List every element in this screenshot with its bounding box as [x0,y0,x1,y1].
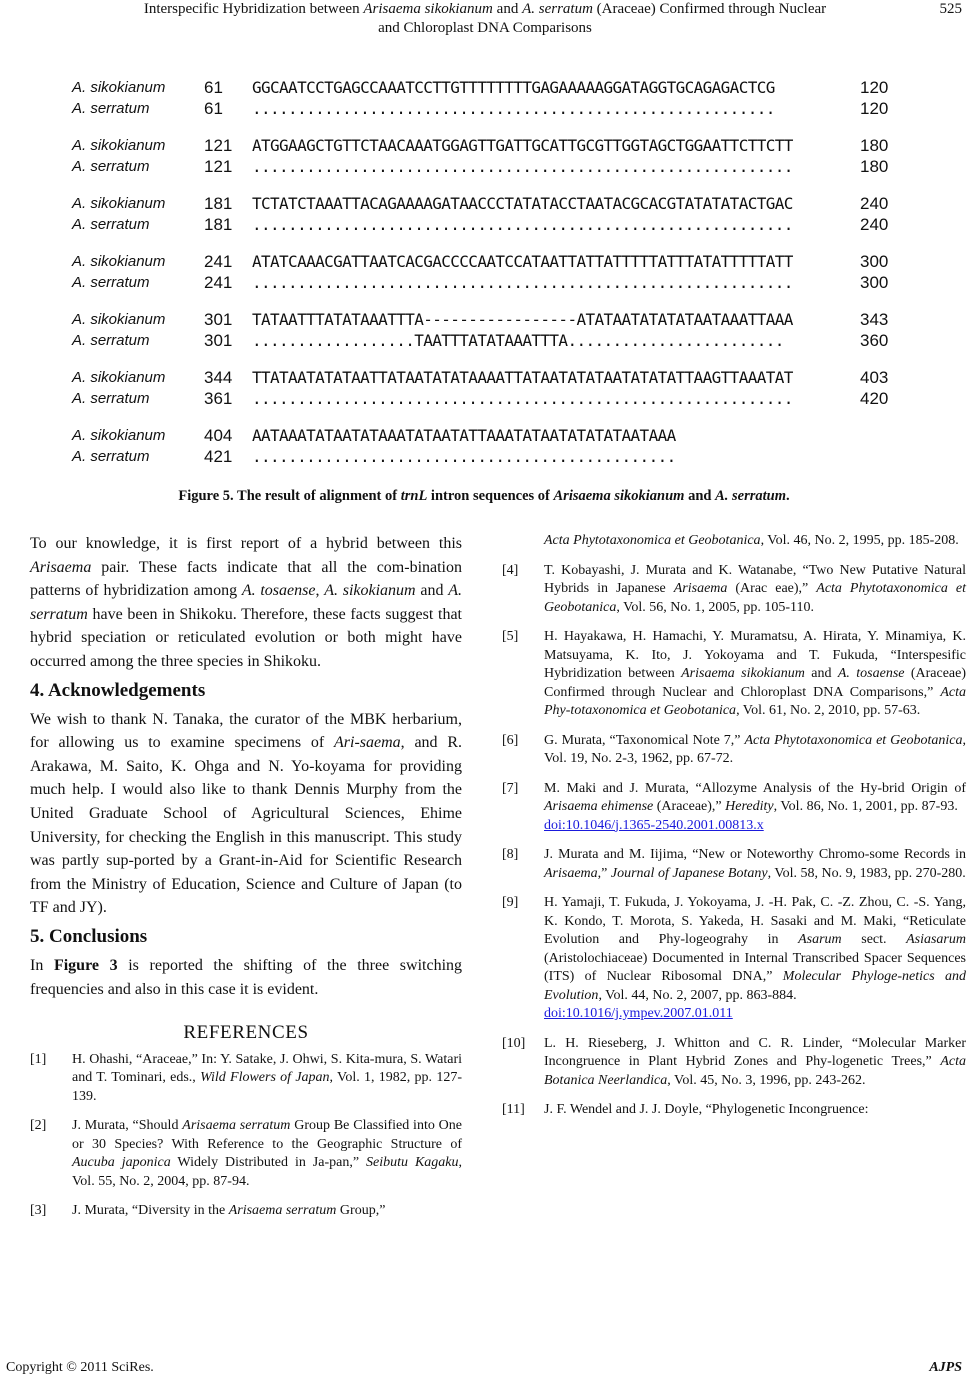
text-run: , and R. Arakawa, M. Saito, K. Ohga and N. Yo-koyama for providing much help. I would also like to thank Dennis Murphy from the United Graduate School of Agricultural Sciences, Ehime University, for checking the English in this manuscript. This study was partly sup-ported by a Grant-in-Aid for Scientific Research from the Ministry of Education, Science and Culture of Japan (to TF and JY). [30,734,462,917]
reference-item [502,894,966,1024]
text-run: J. Murata, “Diversity in the [72,1203,229,1219]
figure-reference-link[interactable]: Figure 3 [53,956,118,974]
sequence-end-position: 120 [860,78,889,97]
alignment-figure [0,78,968,478]
reference-number: [1] [30,1051,47,1067]
alignment-row [0,99,968,119]
sequence-start-position: 121 [204,157,233,176]
sequence-text: TATAATTTATATAAATTTA-----------------ATATAATATATATAATAAATTAAA [252,310,793,329]
italic-run: Arisaema ehimense [544,799,654,814]
italic-run: Asiasarum [906,932,966,947]
species-label: A. sikokianum [72,137,166,154]
text-run: M. Maki and J. Murata, “Allozyme Analysis of the Hy-brid Origin of [544,780,966,796]
acknowledgements-heading: 4. Acknowledgements [30,679,206,701]
sequence-end-position: 180 [860,136,889,155]
sequence-end-position: 360 [860,331,889,350]
sequence-text: ..................TAATTTATATAAATTTA........................ [252,331,784,350]
text-run: (Araceae),” [653,799,726,814]
species-label: A. serratum [72,158,150,175]
species-label: A. serratum [72,448,150,465]
sequence-start-position: 404 [204,426,233,445]
page-footer [6,1360,962,1380]
sequence-text: TCTATCTAAATTACAGAAAAGATAACCCTATATACCTAATACGCACGTATATATACTGAC [252,194,793,213]
running-title-text: Interspecific Hybridization between [143,1,364,17]
italic-run: Wild Flowers of Japan [200,1070,330,1086]
running-title-species-2: A. serratum [522,1,593,17]
caption-text: intron sequences of [427,488,554,504]
text-run: J. Murata, “Should [72,1118,183,1134]
text-run: , Vol. 45, No. 3, 1996, pp. 243-262. [667,1072,866,1088]
italic-run: Arisaema serratum [228,1203,337,1219]
reference-number: [5] [502,629,519,644]
text-run: Group Be Classified into One or 30 Species? With Reference to the Geographic Structure of [72,1118,463,1152]
italic-run: Heredity [725,799,774,814]
sequence-text: TTATAATATATAATTATAATATATAAAATTATAATATATAATATATATTAAGTTAAATAT [252,368,793,387]
caption-species-1: Arisaema sikokianum [553,488,685,504]
italic-run: Arisaema [30,558,92,576]
text-run: , Vol. 1, 1982, pp. 127-139. [72,1070,462,1104]
alignment-row [0,215,968,235]
caption-gene: trnL [400,488,428,504]
caption-text: . [786,488,790,504]
alignment-row [0,273,968,293]
italic-run: Acta Phytotaxonomica et Geobotanica [744,732,963,748]
reference-number: [3] [30,1203,47,1219]
italic-run: Arisaema sikokianum [681,666,805,681]
text-run: and [415,582,449,600]
intro-paragraph [30,532,462,674]
sequence-start-position: 301 [204,331,233,350]
reference-number: [10] [502,1035,526,1051]
italic-run: Arisaema [673,581,728,596]
journal-abbrev: AJPS [929,1360,962,1375]
species-label: A. serratum [72,274,150,291]
running-head [0,0,968,44]
caption-text: Figure 5. The result of alignment of [178,488,401,504]
italic-run: Acta Botanica Neerlandica [544,1054,966,1088]
text-run: have been in Shikoku. Therefore, these facts suggest that hybrid speciation or reticulated evolution or both might have occurred among the three species in Shikoku. [30,605,462,670]
reference-item [502,628,966,721]
sequence-end-position: 403 [860,368,889,387]
sequence-text: ............................................................ [252,389,793,408]
species-label: A. sikokianum [72,427,166,444]
alignment-row [0,368,968,388]
running-title [70,0,900,38]
species-label: A. serratum [72,390,150,407]
text-run: is reported the shifting of the three switching frequencies and also in this case it is evident. [30,956,463,998]
alignment-row [0,331,968,351]
sequence-text: .......................................................... [252,99,775,118]
text-run: J. Murata and M. Iijima, “New or Noteworthy Chromo-some Records in [544,847,966,862]
italic-run: Journal of Japanese Botany [610,865,768,881]
text-run: H. Hayakawa, H. Hamachi, Y. Muramatsu, A. Hirata, Y. Minamiya, K. Matsuyama, K. Ito, J. Yokoyama and T. Fukuda, “Interspesific Hybridization between [544,629,966,681]
alignment-block [0,136,968,178]
conclusions-paragraph [30,954,462,1001]
running-title-species-1: Arisaema sikokianum [363,1,493,17]
sequence-end-position: 180 [860,157,889,176]
alignment-row [0,389,968,409]
reference-number: [2] [30,1118,47,1134]
text-run: , Vol. 19, No. 2-3, 1962, pp. 67-72. [544,732,966,766]
text-run: , Vol. 46, No. 2, 1995, pp. 185-208. [760,533,959,548]
alignment-row [0,78,968,98]
text-run: (Araceae) Confirmed through Nuclear and Chloroplast DNA Comparisons,” [544,666,967,700]
sequence-text: ............................................................ [252,215,793,234]
alignment-row [0,447,968,467]
reference-item [502,1035,966,1091]
text-run: Widely Distributed in Ja-pan,” [170,1155,367,1171]
acknowledgements-paragraph [30,708,462,920]
text-run: J. F. Wendel and J. J. Doyle, “Phylogenetic Incongruence: [544,1102,869,1117]
alignment-row [0,157,968,177]
reference-number: [4] [502,562,519,578]
caption-text: and [684,488,716,504]
sequence-text: GGCAATCCTGAGCCAAATCCTTGTTTTTTTTGAGAAAAAGGATAGGTGCAGAGACTCG [252,78,775,97]
sequence-start-position: 121 [204,136,233,155]
text-run: (Aristolochiaceae) Documented in Internal Transcribed Spacer Sequences (ITS) of Nuclear Ribosomal DNA,” [544,950,966,984]
italic-run: A. sikokianum [324,582,416,600]
sequence-text: ATATCAAACGATTAATCACGACCCCAATCCATAATTATTATTTTTATTTATATTTTTATT [252,252,793,271]
sequence-end-position: 420 [860,389,889,408]
sequence-start-position: 361 [204,389,233,408]
sequence-start-position: 241 [204,273,233,292]
running-title-text: (Araceae) Confirmed through Nuclear [592,1,827,17]
text-run: , Vol. 61, No. 2, 2010, pp. 57-63. [736,703,921,718]
alignment-row [0,310,968,330]
text-run: , Vol. 56, No. 1, 2005, pp. 105-110. [616,599,815,615]
italic-run: Molecular Phyloge-netics and Evolution [544,969,966,1003]
left-column [30,532,462,1232]
reference-item [502,780,966,836]
page-number: 525 [939,1,962,17]
text-run: ,” [597,865,611,881]
italic-run: Acta Phytotaxonomica et Geobotanica [544,533,761,548]
italic-run: A. serratum [30,582,463,623]
species-label: A. serratum [72,100,150,117]
text-run: Group,” [336,1203,386,1219]
sequence-start-position: 181 [204,194,233,213]
species-label: A. sikokianum [72,369,166,386]
sequence-end-position: 120 [860,99,889,118]
sequence-text: ............................................... [252,447,676,466]
species-label: A. sikokianum [72,195,166,212]
species-label: A. sikokianum [72,311,166,328]
reference-item [30,1117,462,1191]
reference-item [30,1202,462,1221]
italic-run: Aucuba japonica [72,1155,171,1171]
right-column [502,532,966,1131]
alignment-row [0,194,968,214]
sequence-text: AATAAATATAATATAAATATAATATTAAATATAATATATATAATAAA [252,426,676,445]
species-label: A. serratum [72,216,150,233]
text-run: , [315,582,325,600]
alignment-block [0,194,968,236]
species-label: A. serratum [72,332,150,349]
copyright-text: Copyright © 2011 SciRes. [6,1360,154,1375]
sequence-start-position: 61 [204,99,223,118]
text-run: In [30,956,54,974]
reference-number: [9] [502,895,519,910]
italic-run: A. tosaense [241,582,316,600]
reference-item [502,846,966,883]
text-run: , Vol. 58, No. 9, 1983, pp. 270-280. [767,865,966,881]
sequence-start-position: 421 [204,447,233,466]
text-run: L. H. Rieseberg, J. Whitton and C. R. Linder, “Molecular Marker Incongruence in Plant Hybrid Zones and Phy-logenetic Trees,” [544,1035,966,1069]
italic-run: Arisaema [544,865,598,881]
sequence-start-position: 61 [204,78,223,97]
italic-run: Ari-saema [334,734,401,752]
alignment-block [0,426,968,468]
reference-item [30,1051,462,1107]
text-run: , Vol. 86, No. 1, 2001, pp. 87-93. [773,799,958,814]
sequence-start-position: 301 [204,310,233,329]
conclusions-heading: 5. Conclusions [30,925,148,947]
text-run: , Vol. 55, No. 2, 2004, pp. 87-94. [72,1155,463,1189]
italic-run: Arisaema serratum [182,1118,291,1134]
reference-number: [8] [502,847,519,862]
text-run: , Vol. 44, No. 2, 2007, pp. 863-884. [598,987,797,1003]
reference-item [502,1101,966,1120]
sequence-start-position: 181 [204,215,233,234]
italic-run: Asarum [798,932,842,947]
caption-species-2: A. serratum [715,488,787,504]
sequence-end-position: 343 [860,310,889,329]
reference-number: [7] [502,780,519,796]
sequence-end-position: 240 [860,215,889,234]
alignment-block [0,310,968,352]
sequence-end-position: 300 [860,273,889,292]
alignment-row [0,252,968,272]
reference-number: [11] [502,1102,525,1117]
sequence-end-position: 240 [860,194,889,213]
sequence-start-position: 241 [204,252,233,271]
sequence-end-position: 300 [860,252,889,271]
text-run: (Arac eae),” [727,581,817,596]
text-run: To our knowledge, it is first report of a hybrid between this [30,535,462,552]
reference-number: [6] [502,732,519,748]
sequence-text: ............................................................ [252,273,793,292]
alignment-row [0,426,968,446]
italic-run: A. tosaense [837,666,905,681]
running-title-line-2: and Chloroplast DNA Comparisons [378,20,592,36]
species-label: A. sikokianum [72,79,166,96]
running-title-text: and [492,1,523,17]
text-run: H. Yamaji, T. Fukuda, J. Yokoyama, J. -H. Pak, C. -Z. Zhou, C. -S. Yang, K. Kondo, T. Morota, S. Yakeda, H. Sasaki and M. Maki, “Reticulate Evolution and Phy-logeograhy in [544,895,966,947]
text-run: sect. [841,932,907,947]
alignment-block [0,78,968,120]
references-heading: REFERENCES [183,1022,309,1044]
reference-item [502,562,966,618]
doi-link[interactable]: doi:10.1046/j.1365-2540.2001.00813.x [544,817,764,833]
italic-run: Seibutu Kagaku [366,1155,459,1171]
alignment-block [0,368,968,410]
doi-link[interactable]: doi:10.1016/j.ympev.2007.01.011 [544,1006,733,1021]
italic-run: Acta Phytotaxonomica et Geobotanica [544,581,966,615]
species-label: A. sikokianum [72,253,166,270]
text-run: We wish to thank N. Tanaka, the curator of the MBK herbarium, for allowing us to examine specimens of [30,710,462,752]
alignment-row [0,136,968,156]
sequence-text: ............................................................ [252,157,793,176]
text-run: G. Murata, “Taxonomical Note 7,” [544,732,745,748]
text-run: and [804,666,838,681]
text-run: H. Ohashi, “Araceae,” In: Y. Satake, J. Ohwi, S. Kita-mura, S. Watari and T. Tominari, eds., [72,1051,462,1086]
alignment-block [0,252,968,294]
reference-continuation [502,532,966,551]
figure-caption [40,487,928,505]
text-run: pair. These facts indicate that all the com-bination patterns of hybridization among [30,558,462,600]
text-run: T. Kobayashi, J. Murata and K. Watanabe, “Two New Putative Natural Hybrids in Japanese [544,562,966,596]
sequence-start-position: 344 [204,368,233,387]
reference-item [502,732,966,769]
italic-run: Acta Phy-totaxonomica et Geobotanica [544,684,966,718]
sequence-text: ATGGAAGCTGTTCTAACAAATGGAGTTGATTGCATTGCGTTGGTAGCTGGAATTCTTCTT [252,136,793,155]
